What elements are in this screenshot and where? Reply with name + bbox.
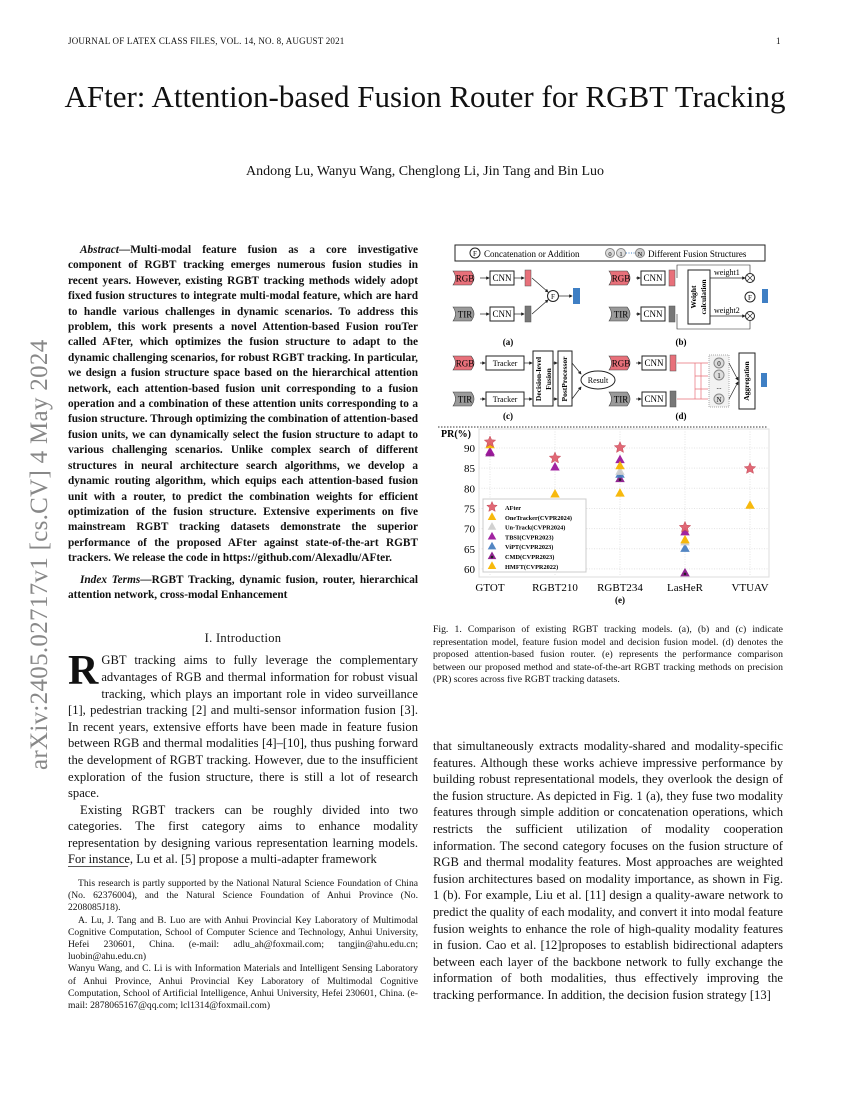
abstract-text: —Multi-modal feature fusion as a core investigative component of RGBT tracking emerges numerous fusion studies in recent years. However, existing RGBT tracking methods widely adopt fixed fusion structures to integrate multi-modal feature, which are hard to handle various challenges in dynamic scenarios. To address this problem, this work presents a novel Attention-based Fusion rouTer called AFter, which optimizes the fusion structure to adapt to the dynamic challenging scenarios, for robust RGBT tracking. In particular, we design a fusion structure space based on the hierarchical attention network, each attention-based fusion unit corresponding to a fusion operation and a combination of these attention units corresponding to a fusion structure. Through optimizing the combination of attention-based fusion units, we can dynamically select the fusion structure to adapt to various challenging scenarios. Unlike complex search of different structures in neural architecture search algorithms, we develop a dynamic routing algorithm, which equips each attention-based fusion unit with a router, to predict the combination weights for efficient optimization of the fusion structure. Extensive experiments on five mainstream RGBT tracking datasets demonstrate the superior performance of the proposed AFter against state-of-the-art RGBT trackers. We release the code in https://github.com/Alexadlu/AFter.	[68, 244, 418, 565]
b-tir-label: TIR	[613, 309, 629, 320]
b-weight-calc-0: Weight	[689, 285, 698, 309]
b-rgb-feature	[669, 270, 675, 286]
b-cnn-tir-label: CNN	[643, 309, 663, 319]
c-rgb-label: RGB	[455, 358, 475, 369]
d-aggregation-0: Aggregation	[742, 361, 751, 401]
d-structure-label: 1	[717, 372, 721, 380]
arxiv-stamp	[6, 330, 56, 770]
y-tick-label: 60	[464, 563, 475, 576]
c-decision-0: Decision-level	[534, 356, 543, 402]
c-decision-1: Fusion	[544, 368, 553, 390]
x-tick-label: LasHeR	[666, 582, 704, 594]
abstract	[68, 243, 418, 567]
section-heading-introduction: I. Introduction	[204, 631, 282, 646]
a-cnn-rgb-label: CNN	[492, 273, 512, 283]
legend-label-onetracker: OneTracker(CVPR2024)	[505, 514, 573, 522]
c-result-label: Result	[587, 376, 609, 385]
b-weight2: weight2	[714, 306, 740, 315]
intro-paragraph-1-text: GBT tracking aims to fully leverage the complementary advantages of RGB and thermal information for robust visual tracking, which plays an important role in video surveillance [1], pedestrian tracking [2] and multi-sensor information fusion [3]. In recent years, extensive efforts have been made in feature fusion between RGB and thermal modalities [4]–[10], thus pushing forward the development of RGBT tracking. However, due to the insufficient exploration of the fusion structure, there is still a lot of research space.	[68, 653, 418, 801]
pr-chart	[441, 429, 769, 605]
arrow	[532, 300, 548, 314]
intro-paragraph-2: Existing RGBT trackers can be roughly divided into two categories. The first category aims to enhance modality representation by designing various representation learning models. For instance, Lu et al. [5] propose a multi-adapter framework	[68, 802, 418, 867]
legend-structures-label: Different Fusion Structures	[648, 249, 747, 259]
legend-label-cmd: CMD(CVPR2023)	[505, 554, 555, 561]
b-fusion-label: F	[748, 294, 752, 302]
c-tir-label: TIR	[457, 394, 473, 405]
d-rgb-feature	[670, 355, 676, 371]
drop-cap: R	[68, 648, 99, 695]
legend-label-hmft: HMFT(CVPR2022)	[505, 563, 559, 571]
d-structure-label: 0	[717, 360, 721, 368]
abstract-label: Abstract	[80, 244, 119, 256]
page-number: 1	[776, 36, 781, 46]
legend-marker-dots	[491, 556, 494, 559]
d-output-feature	[761, 373, 767, 387]
x-tick-label: RGBT234	[597, 582, 643, 594]
d-tir-label: TIR	[613, 394, 629, 405]
y-tick-label: 85	[464, 463, 475, 476]
x-tick-label: GTOT	[475, 582, 505, 594]
panel-label-c: (c)	[503, 411, 513, 421]
figure-caption: Fig. 1. Comparison of existing RGBT tracking models. (a), (b) and (c) indicate representation model, feature fusion model and decision fusion model. (d) denotes the proposed attention-based fusion router. (e) represents the performance comparison between our proposed method and state-of-the-art RGBT tracking methods on precision (PR) scores across five RGBT tracking datasets.	[433, 624, 783, 686]
d-cnn-tir-label: CNN	[644, 394, 664, 404]
a-tir-feature	[525, 306, 531, 322]
figure-1	[433, 243, 773, 613]
legend-label-un-track: Un-Track(CVPR2024)	[505, 524, 566, 532]
intro-paragraph-2-continued: that simultaneously extracts modality-shared and modality-specific features. Although these works achieve impressive performance by building robust representational models, they overlook the design of the fusion structure. As depicted in Fig. 1 (a), they fuse two modality features through simple addition or concatenation operations, which restricts the sufficient utilization of modality cooperation information. The second category focuses on the fusion structure of RGB and thermal modality features. Most approaches are weighted fusion architectures based on modality importance, as shown in Fig. 1 (b). For example, Liu et al. [11] design a quality-aware network to predict the quality of each modality, and convert it into modal feature fusion weights to enhance the role of high-quality modality features in fusion. Cao et al. [12]proposes to establish bidirectional adapters between each layer of the backbone network to fully exchange the information of both modalities, thus effectively improving the tracking performance. In addition, the decision fusion strategy [13]	[433, 739, 783, 1002]
d-structure-label: N	[716, 396, 722, 404]
arrow	[532, 278, 548, 292]
y-axis-label: PR(%)	[441, 429, 471, 440]
index-terms-label: Index Terms	[80, 573, 141, 586]
a-tir-label: TIR	[457, 309, 473, 320]
index-terms-text: —RGBT Tracking, dynamic fusion, router, hierarchical attention network, cross-modal Enhancement	[68, 573, 418, 601]
fusion-diagrams	[453, 265, 768, 421]
d-tir-feature	[670, 391, 676, 407]
b-cnn-rgb-label: CNN	[643, 273, 663, 283]
y-tick-label: 90	[464, 443, 475, 455]
c-tracker-rgb-label: Tracker	[492, 359, 518, 368]
running-head: JOURNAL OF LATEX CLASS FILES, VOL. 14, NO. 8, AUGUST 2021	[68, 36, 345, 46]
data-point-cmd-dots	[619, 478, 622, 481]
legend-label-vipt: ViPT(CVPR2023)	[505, 544, 554, 552]
arrow	[729, 382, 738, 399]
b-rgb-label: RGB	[611, 273, 631, 284]
figure-diagrams	[433, 243, 773, 613]
c-tracker-tir-label: Tracker	[492, 395, 518, 404]
index-terms	[68, 573, 418, 604]
legend-num-n: N	[637, 251, 643, 258]
x-axis-label: (e)	[615, 595, 625, 605]
arxiv-stamp-text: arXiv:2405.02717v1 [cs.CV] 4 May 2024	[26, 339, 53, 770]
b-tir-feature	[669, 306, 675, 322]
arrow	[572, 363, 581, 374]
a-output-feature	[573, 288, 580, 304]
authors: Andong Lu, Wanyu Wang, Chenglong Li, Jin Tang and Bin Luo	[245, 164, 605, 179]
y-tick-label: 80	[464, 483, 475, 496]
intro-paragraph-1	[68, 648, 418, 801]
footnote-funding: This research is partly supported by the National Natural Science Foundation of China (No. 62376004), and the Natural Science Foundation of Anhui Province (No. 2208085J18).	[68, 878, 418, 914]
left-column	[68, 243, 418, 868]
y-tick-label: 65	[464, 543, 475, 556]
arrow	[572, 387, 581, 399]
footnote-affiliation-1: A. Lu, J. Tang and B. Luo are with Anhui Provincial Key Laboratory of Multimodal Cognitive Computation, School of Computer Science and Technology, Anhui University, Hefei 230601, China. (e-mail: adlu_ah@foxmail.com; tangjin@ahu.edu.cn; luobin@ahu.edu.cn)	[68, 914, 418, 963]
a-fusion-label: F	[551, 293, 555, 301]
legend-concat-label: Concatenation or Addition	[484, 249, 580, 259]
c-postprocessor-0: PostProcessor	[560, 356, 569, 402]
y-tick-label: 70	[464, 523, 475, 536]
legend-num-0: 0	[608, 251, 612, 258]
arrow	[729, 363, 738, 380]
x-tick-label: VTUAV	[731, 582, 769, 594]
legend-num-1: 1	[619, 251, 623, 258]
panel-label-a: (a)	[502, 337, 514, 347]
b-weight1: weight1	[714, 268, 740, 277]
b-weight-calc-1: calculation	[699, 279, 708, 315]
a-rgb-label: RGB	[455, 273, 475, 284]
x-tick-label: RGBT210	[532, 582, 578, 594]
b-output-feature	[762, 289, 768, 303]
footnote-affiliation-2: Wanyu Wang, and C. Li is with Information Materials and Intelligent Sensing Laboratory of Anhui Province, Anhui Provincial Key Laboratory of Multimodal Cognitive Computation, School of Artificial Intelligence, Anhui University, Hefei 230601, China. (e-mail: 2878065167@qq.com; lcl1314@foxmail.com)	[68, 963, 418, 1012]
d-rgb-label: RGB	[611, 358, 631, 369]
d-cnn-rgb-label: CNN	[644, 358, 664, 368]
a-rgb-feature	[525, 270, 531, 286]
d-dots: ...	[716, 383, 722, 391]
d-routing-lines	[677, 363, 708, 399]
data-point-cmd-dots	[684, 573, 687, 576]
right-column	[433, 738, 783, 1004]
panel-label-d: (d)	[675, 411, 687, 421]
paper-title: AFter: Attention-based Fusion Router for RGBT Tracking	[64, 79, 786, 114]
panel-label-b: (b)	[675, 337, 687, 347]
a-cnn-tir-label: CNN	[492, 309, 512, 319]
legend-label-after: AFter	[505, 505, 522, 512]
legend-f: F	[473, 250, 477, 258]
legend-label-tbsi: TBSI(CVPR2023)	[505, 534, 554, 542]
y-tick-label: 75	[464, 503, 475, 516]
footnote-rule	[68, 866, 128, 867]
footnotes	[68, 878, 418, 1012]
